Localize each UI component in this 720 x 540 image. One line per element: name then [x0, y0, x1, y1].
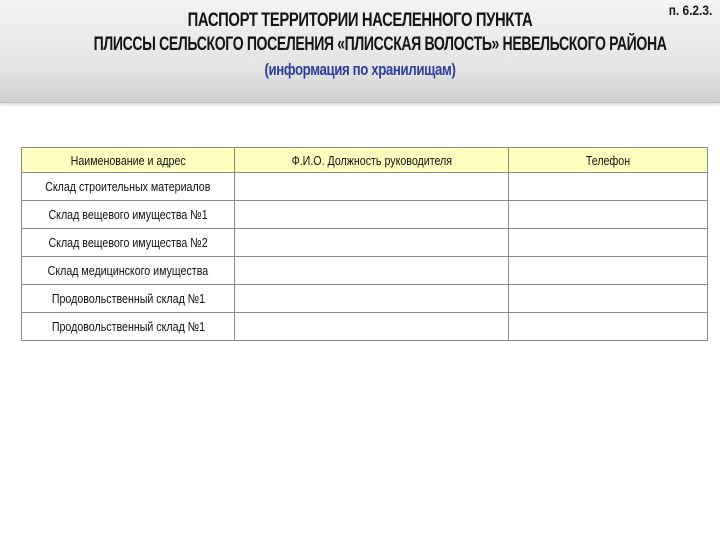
- subtitle: (информация по хранилищам): [264, 60, 456, 79]
- table-row: [22, 257, 708, 285]
- slide-header: [0, 0, 720, 103]
- row-name-cell: Склад медицинского имущества: [22, 257, 235, 285]
- title-line-1: ПАСПОРТ ТЕРРИТОРИИ НАСЕЛЕННОГО ПУНКТА: [187, 10, 533, 31]
- row-head-cell: [235, 313, 509, 341]
- column-header-name: Наименование и адрес: [22, 148, 235, 173]
- row-name-cell: Склад вещевого имущества №2: [22, 229, 235, 257]
- table-row: [22, 313, 708, 341]
- row-head-cell: [235, 173, 509, 201]
- row-phone-cell: [509, 229, 708, 257]
- row-phone-cell: [509, 285, 708, 313]
- title-line-2: ПЛИССЫ СЕЛЬСКОГО ПОСЕЛЕНИЯ «ПЛИССКАЯ ВОЛОСТЬ» НЕВЕЛЬСКОГО РАЙОНА: [93, 34, 667, 55]
- row-phone-cell: [509, 313, 708, 341]
- paragraph-number: п. 6.2.3.: [668, 2, 712, 18]
- row-name-cell: Продовольственный склад №1: [22, 313, 235, 341]
- table-header-row: [22, 148, 708, 173]
- row-head-cell: [235, 201, 509, 229]
- table-row: [22, 173, 708, 201]
- column-header-phone: Телефон: [509, 148, 708, 173]
- row-head-cell: [235, 229, 509, 257]
- row-head-cell: [235, 257, 509, 285]
- row-phone-cell: [509, 173, 708, 201]
- table-row: [22, 201, 708, 229]
- row-head-cell: [235, 285, 509, 313]
- storage-table: [21, 147, 708, 341]
- row-phone-cell: [509, 201, 708, 229]
- table-row: [22, 229, 708, 257]
- row-name-cell: Склад вещевого имущества №1: [22, 201, 235, 229]
- column-header-head: Ф.И.О. Должность руководителя: [235, 148, 509, 173]
- row-name-cell: Склад строительных материалов: [22, 173, 235, 201]
- row-name-cell: Продовольственный склад №1: [22, 285, 235, 313]
- row-phone-cell: [509, 257, 708, 285]
- table-row: [22, 285, 708, 313]
